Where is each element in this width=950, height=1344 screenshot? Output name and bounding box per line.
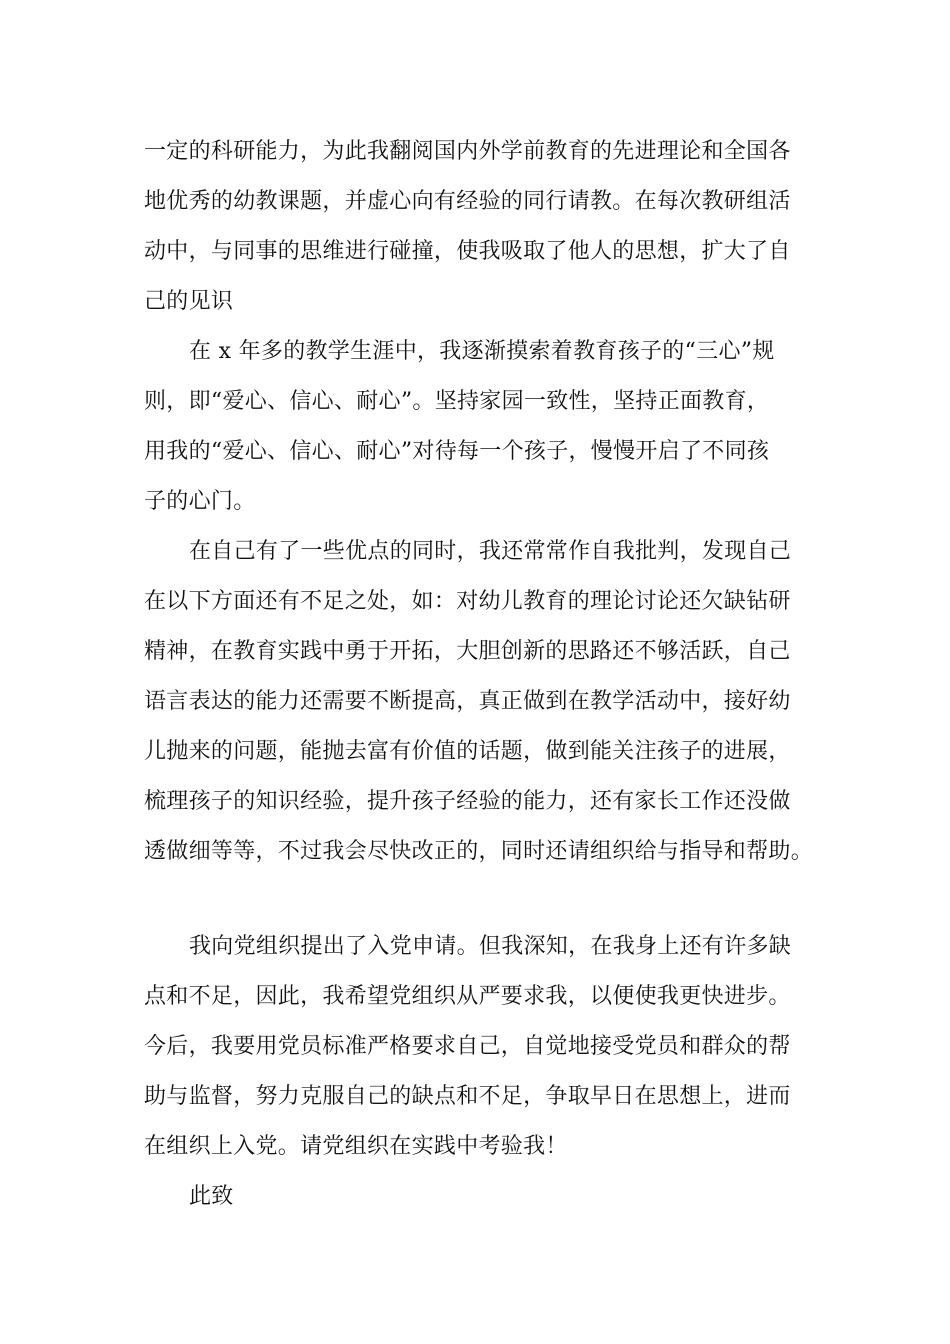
text-line: 用我的“爱心、信心、耐心”对待每一个孩子，慢慢开启了不同孩 xyxy=(144,439,770,464)
text-line: 助与监督，努力克服自己的缺点和不足，争取早日在思想上，进而 xyxy=(144,1084,791,1109)
document-body xyxy=(144,127,824,1222)
text-line: 则，即“爱心、信心、耐心”。坚持家园一致性，坚持正面教育， xyxy=(144,389,770,414)
text-line: 在组织上入党。请党组织在实践中考验我！ xyxy=(144,1134,568,1159)
text-line: 今后，我要用党员标准严格要求自己，自觉地接受党员和群众的帮 xyxy=(144,1034,791,1059)
paragraph-gap xyxy=(144,877,824,922)
paragraph-self-criticism xyxy=(144,527,824,877)
text-line: 精神，在教育实践中勇于开拓，大胆创新的思路还不够活跃，自己 xyxy=(144,639,791,664)
text-line: 子的心门。 xyxy=(144,489,256,514)
text-line: 点和不足，因此，我希望党组织从严要求我，以便使我更快进步。 xyxy=(144,984,791,1009)
text-line: 语言表达的能力还需要不断提高，真正做到在教学活动中，接好幼 xyxy=(144,689,791,714)
closing-salutation: 此致 xyxy=(189,1184,234,1209)
paragraph-party-application xyxy=(144,922,824,1172)
text-line: 梳理孩子的知识经验，提升孩子经验的能力，还有家长工作还没做 xyxy=(144,789,791,814)
text-line: 我向党组织提出了入党申请。但我深知，在我身上还有许多缺 xyxy=(189,934,792,959)
text-line: 己的见识 xyxy=(144,289,234,314)
text-line: 一定的科研能力，为此我翻阅国内外学前教育的先进理论和全国各 xyxy=(144,139,791,164)
text-line: 在自己有了一些优点的同时，我还常常作自我批判，发现自己 xyxy=(189,539,792,564)
paragraph-closing xyxy=(144,1172,824,1222)
text-line: 动中，与同事的思维进行碰撞，使我吸取了他人的思想，扩大了自 xyxy=(144,239,791,264)
text-line: 在 x 年多的教学生涯中，我逐渐摸索着教育孩子的“三心”规 xyxy=(189,339,775,364)
paragraph-three-hearts xyxy=(144,327,824,527)
text-line: 地优秀的幼教课题，并虚心向有经验的同行请教。在每次教研组活 xyxy=(144,189,791,214)
text-line: 在以下方面还有不足之处，如：对幼儿教育的理论讨论还欠缺钻研 xyxy=(144,589,791,614)
text-line: 儿抛来的问题，能抛去富有价值的话题，做到能关注孩子的进展， xyxy=(144,739,791,764)
text-line: 透做细等等，不过我会尽快改正的，同时还请组织给与指导和帮助。 xyxy=(144,839,814,864)
paragraph-research xyxy=(144,127,824,327)
